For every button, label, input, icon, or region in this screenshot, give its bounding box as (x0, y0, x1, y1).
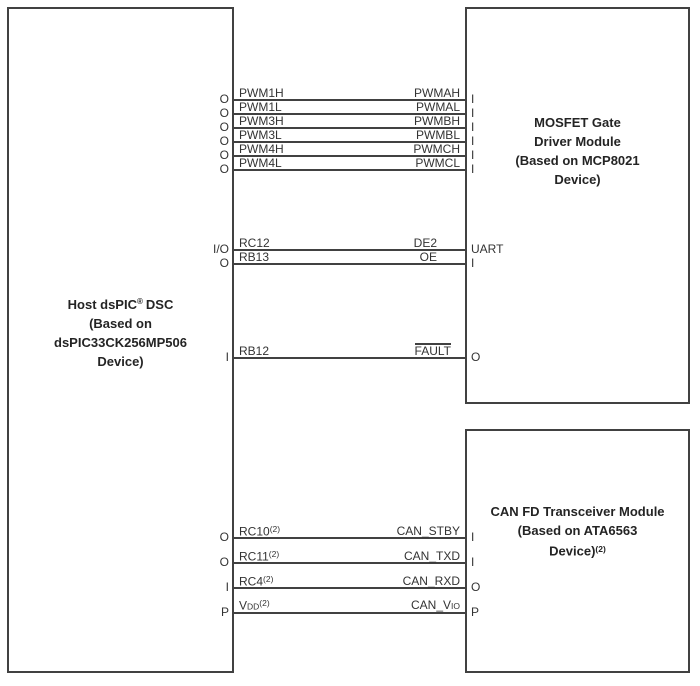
signal-row-rc10-canstby (219, 523, 475, 544)
host-pin-direction: O (219, 162, 229, 176)
module-pin-direction: I (471, 134, 475, 148)
module-pin-direction: I (471, 256, 475, 270)
module-signal-label (415, 343, 451, 357)
host-title-line2: (Based on (89, 316, 152, 331)
vdd-subscript: DD (247, 601, 260, 611)
host-signal-label: RC4$^{(2)}$ (239, 573, 274, 588)
host-pin-direction: I (225, 580, 229, 594)
registered-trademark-symbol: ® (136, 297, 143, 306)
signal-row-pwm3l (219, 128, 475, 148)
host-signal-label: PWM4L (239, 156, 282, 170)
module-signal-label: OE (419, 250, 437, 264)
host-pin-direction: O (219, 120, 229, 134)
host-pin-direction: I (225, 350, 229, 364)
can-title-line3: Device)$^{(2)}$ (549, 543, 606, 559)
module-pin-direction: I (471, 162, 475, 176)
host-pin-direction: O (219, 530, 229, 544)
host-pin-direction: O (219, 134, 229, 148)
footnote-2-superscript: (2) (263, 573, 274, 584)
mosfet-driver-box (465, 7, 690, 404)
host-pin-direction: P (220, 605, 229, 619)
host-pin-direction: O (219, 92, 229, 106)
host-signal-label: PWM1H (239, 86, 284, 100)
signal-row-pwm1l (219, 100, 475, 120)
module-signal-label: CAN_TXD (403, 549, 460, 563)
host-pin-direction: O (219, 555, 229, 569)
host-signal-label: RC11$^{(2)}$ (239, 548, 280, 563)
module-signal-label: CAN_VIO (411, 598, 460, 612)
footnote-2-superscript: (2) (259, 597, 270, 608)
mosfet-title-line4: Device) (554, 172, 601, 187)
host-title-line4: Device) (97, 354, 144, 369)
mosfet-title-line3: (Based on MCP8021 (515, 153, 640, 168)
module-pin-direction: I (471, 92, 475, 106)
signal-row-pwm4l (219, 156, 475, 176)
module-signal-label: PWMBH (414, 114, 460, 128)
host-title-line3: dsPIC33CK256MP506 (54, 335, 187, 350)
host-signal-label: PWM4H (239, 142, 284, 156)
host-signal-label: RB12 (239, 344, 270, 358)
footnote-2-superscript: (2) (269, 523, 281, 534)
signal-row-pwm3h (219, 114, 475, 134)
module-signal-label: PWMAL (415, 100, 460, 114)
signal-row-rc11-cantxd (219, 548, 475, 569)
mosfet-title-line2: Driver Module (534, 134, 621, 149)
module-pin-direction: P (471, 605, 480, 619)
can-transceiver-box (465, 429, 690, 673)
signal-row-vdd-canvio (220, 597, 480, 619)
module-pin-direction: I (471, 120, 475, 134)
host-signal-label: RB13 (239, 250, 270, 264)
footnote-2-superscript: (2) (595, 544, 606, 554)
host-signal-label: PWM3H (239, 114, 284, 128)
signal-row-rc12-de2 (212, 236, 504, 256)
host-signal-label: PWM1L (239, 100, 282, 114)
module-signal-label: PWMAH (414, 86, 460, 100)
module-pin-direction: UART (471, 242, 504, 256)
host-pin-direction: O (219, 256, 229, 270)
signal-row-rb12-fault (225, 344, 481, 364)
module-signal-label: DE2 (413, 236, 437, 250)
module-signal-label: PWMCH (413, 142, 460, 156)
signal-row-pwm4h (219, 142, 475, 162)
host-pin-direction: O (219, 148, 229, 162)
host-signal-label: PWM3L (239, 128, 282, 142)
module-pin-direction: O (471, 350, 481, 364)
footnote-2-superscript: (2) (268, 548, 280, 559)
can-title-line1: CAN FD Transceiver Module (490, 504, 665, 519)
module-signal-label: CAN_STBY (396, 524, 460, 538)
module-pin-direction: I (471, 106, 475, 120)
module-pin-direction: O (471, 580, 481, 594)
host-signal-label: VDD$^{(2)}$ (239, 597, 270, 612)
host-pin-direction: O (219, 106, 229, 120)
signal-row-pwm1h (219, 86, 475, 106)
module-pin-direction: I (471, 148, 475, 162)
module-signal-label: CAN_RXD (402, 574, 460, 588)
active-low-overline: FAULT (414, 344, 451, 358)
module-pin-direction: I (471, 555, 475, 569)
module-signal-label: PWMBL (415, 128, 460, 142)
module-pin-direction: I (471, 530, 475, 544)
host-signal-label: RC12 (239, 236, 270, 250)
signal-row-rc4-canrxd (225, 573, 481, 594)
host-pin-direction: I/O (212, 242, 229, 256)
mosfet-title-line1: MOSFET Gate (534, 115, 621, 130)
vio-subscript: IO (451, 601, 460, 611)
module-signal-label: PWMCL (415, 156, 460, 170)
can-title-line2: (Based on ATA6563 (517, 523, 638, 538)
host-signal-label: RC10$^{(2)}$ (239, 523, 281, 538)
host-title-line1: Host dsPIC® DSC (67, 297, 174, 312)
signal-row-rb13-oe (219, 250, 475, 270)
